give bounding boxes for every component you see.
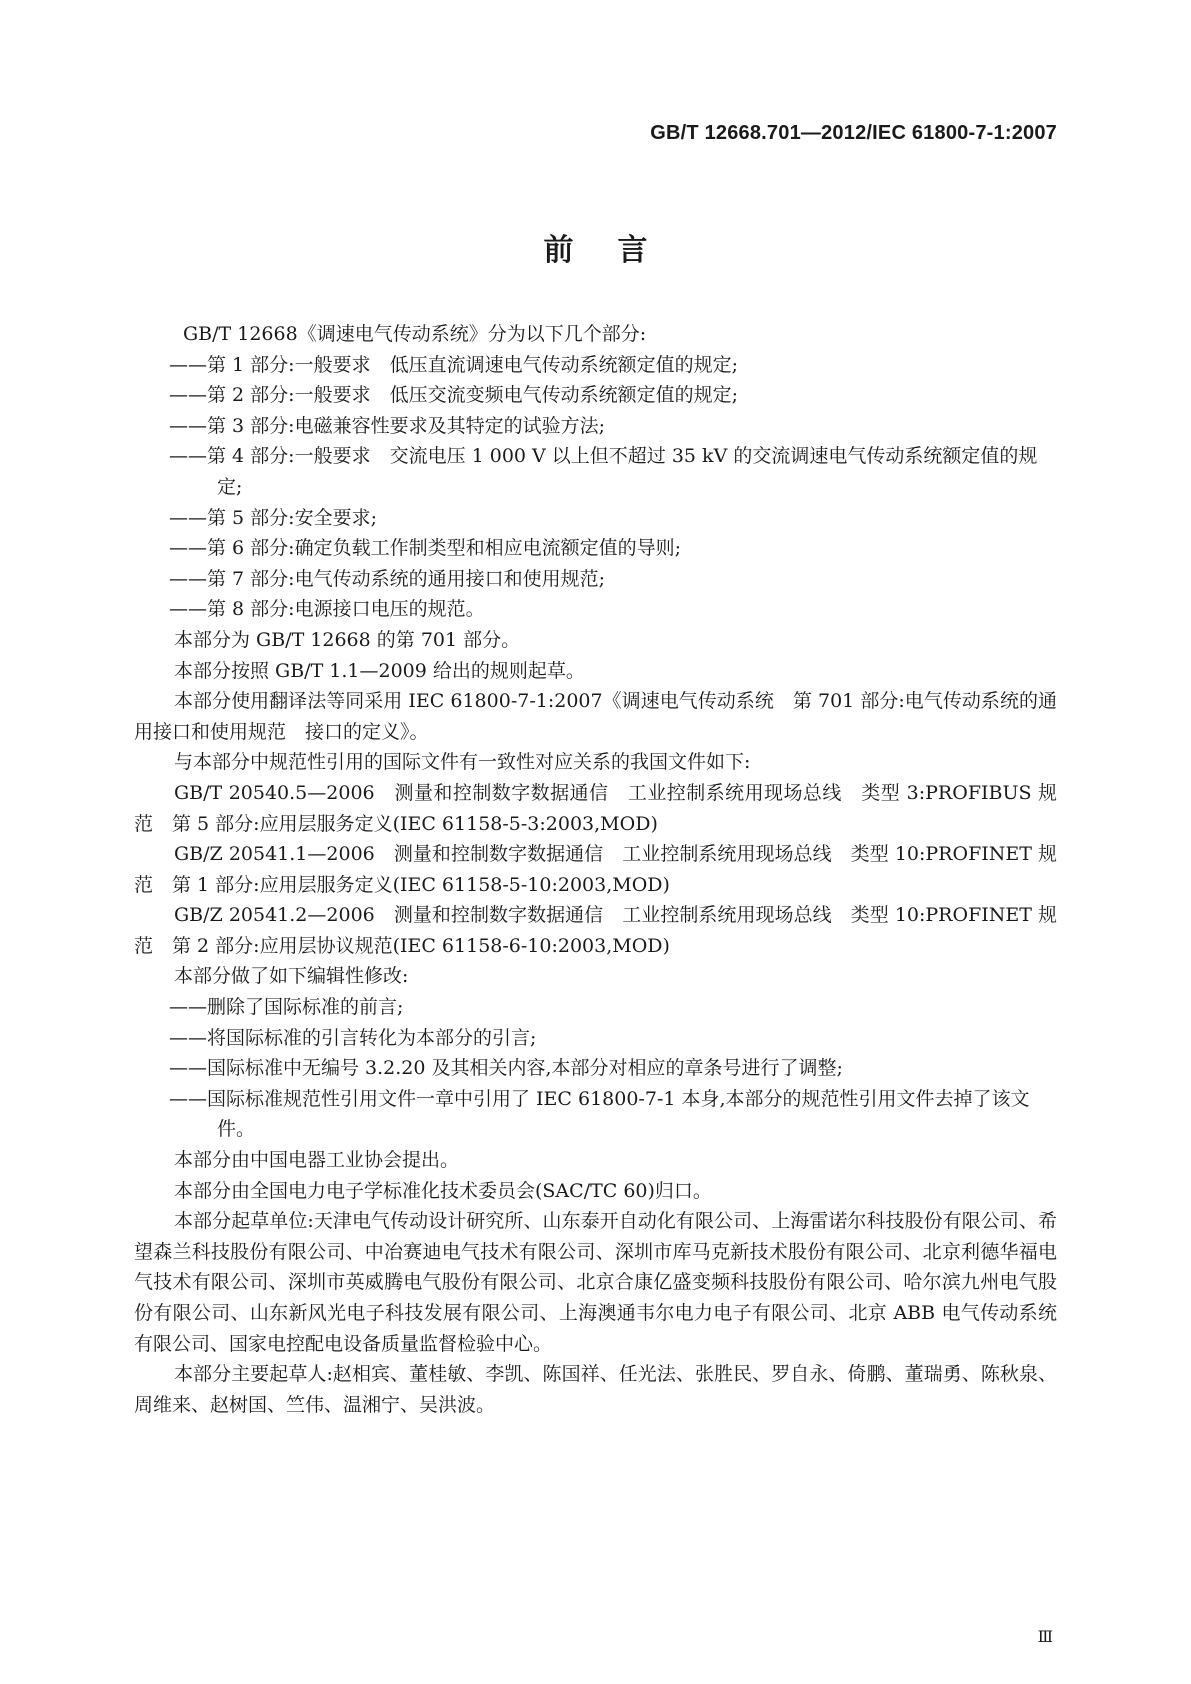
drafters-paragraph: 本部分主要起草人:赵相宾、董桂敏、李凯、陈国祥、任光法、张胜民、罗自永、倚鹏、董瑞勇、陈秋泉、周维来、赵树国、竺伟、温湘宁、吴洪波。 [134, 1363, 1057, 1416]
adoption-paragraph: 本部分使用翻译法等同采用 IEC 61800-7-1:2007《调速电气传动系统 第 701 部分:电气传动系统的通用接口和使用规范 接口的定义》。 [134, 690, 1057, 743]
edit-list-item: ——国际标准中无编号 3.2.20 及其相关内容,本部分对相应的章条号进行了调整; [169, 1057, 843, 1080]
part-list-item: ——第 2 部分:一般要求 低压交流变频电气传动系统额定值的规定; [169, 384, 738, 407]
part-list-item: ——第 8 部分:电源接口电压的规范。 [169, 598, 485, 621]
part-of-paragraph: 本部分为 GB/T 12668 的第 701 部分。 [174, 628, 521, 651]
reference-item: GB/Z 20541.1—2006 测量和控制数字数据通信 工业控制系统用现场总线 类型 10:PROFINET 规范 第 1 部分:应用层服务定义(IEC 61158-5-10:2003,MOD) [134, 843, 1057, 896]
centralized-paragraph: 本部分由全国电力电子学标准化技术委员会(SAC/TC 60)归口。 [174, 1179, 712, 1202]
part-list-item: ——第 5 部分:安全要求; [169, 506, 377, 529]
drafting-units-paragraph: 本部分起草单位:天津电气传动设计研究所、山东泰开自动化有限公司、上海雷诺尔科技股份有限公司、希望森兰科技股份有限公司、中冶赛迪电气技术有限公司、深圳市库马克新技术股份有限公司、北京利德华福电气技术有限公司、深圳市英威腾电气股份有限公司、北京合康亿盛变频科技股份有限公司、哈尔滨九州电气股份有限公司、山东新风光电子科技发展有限公司、上海澳通韦尔电力电子有限公司、北京 ABB 电气传动系统有限公司、国家电控配电设备质量监督检验中心。 [134, 1210, 1057, 1355]
drafting-rules-paragraph: 本部分按照 GB/T 1.1—2009 给出的规则起草。 [174, 659, 585, 682]
correspondence-paragraph: 与本部分中规范性引用的国际文件有一致性对应关系的我国文件如下: [174, 751, 751, 774]
part-list-item: ——第 6 部分:确定负载工作制类型和相应电流额定值的导则; [169, 537, 681, 560]
intro-paragraph: GB/T 12668《调速电气传动系统》分为以下几个部分: [183, 323, 647, 345]
part-list-item: ——第 3 部分:电磁兼容性要求及其特定的试验方法; [169, 414, 605, 437]
edits-paragraph: 本部分做了如下编辑性修改: [174, 965, 409, 988]
page-title: 前言 [543, 233, 692, 268]
part-list-item: ——第 1 部分:一般要求 低压直流调速电气传动系统额定值的规定; [169, 353, 738, 376]
foreword-body [134, 319, 1057, 1420]
reference-item: GB/T 20540.5—2006 测量和控制数字数据通信 工业控制系统用现场总线 类型 3:PROFIBUS 规范 第 5 部分:应用层服务定义(IEC 61158-5-3:2003,MOD) [134, 781, 1057, 835]
edit-list-item: ——将国际标准的引言转化为本部分的引言; [169, 1026, 537, 1049]
standard-code-header: GB/T 12668.701—2012/IEC 61800-7-1:2007 [650, 122, 1057, 144]
part-list-item: ——第 7 部分:电气传动系统的通用接口和使用规范; [169, 567, 605, 590]
part-list-item: ——第 4 部分:一般要求 交流电压 1 000 V 以上但不超过 35 kV 的交流调速电气传动系统额定值的规定; [169, 445, 1038, 498]
edit-list-item: ——国际标准规范性引用文件一章中引用了 IEC 61800-7-1 本身,本部分的规范性引用文件去掉了该文件。 [169, 1087, 1030, 1141]
page-number: Ⅲ [1037, 1627, 1053, 1646]
edit-list-item: ——删除了国际标准的前言; [169, 996, 404, 1019]
proposed-paragraph: 本部分由中国电器工业协会提出。 [174, 1149, 460, 1172]
reference-item: GB/Z 20541.2—2006 测量和控制数字数据通信 工业控制系统用现场总线 类型 10:PROFINET 规范 第 2 部分:应用层协议规范(IEC 61158-6-10:2003,MOD) [134, 904, 1057, 957]
